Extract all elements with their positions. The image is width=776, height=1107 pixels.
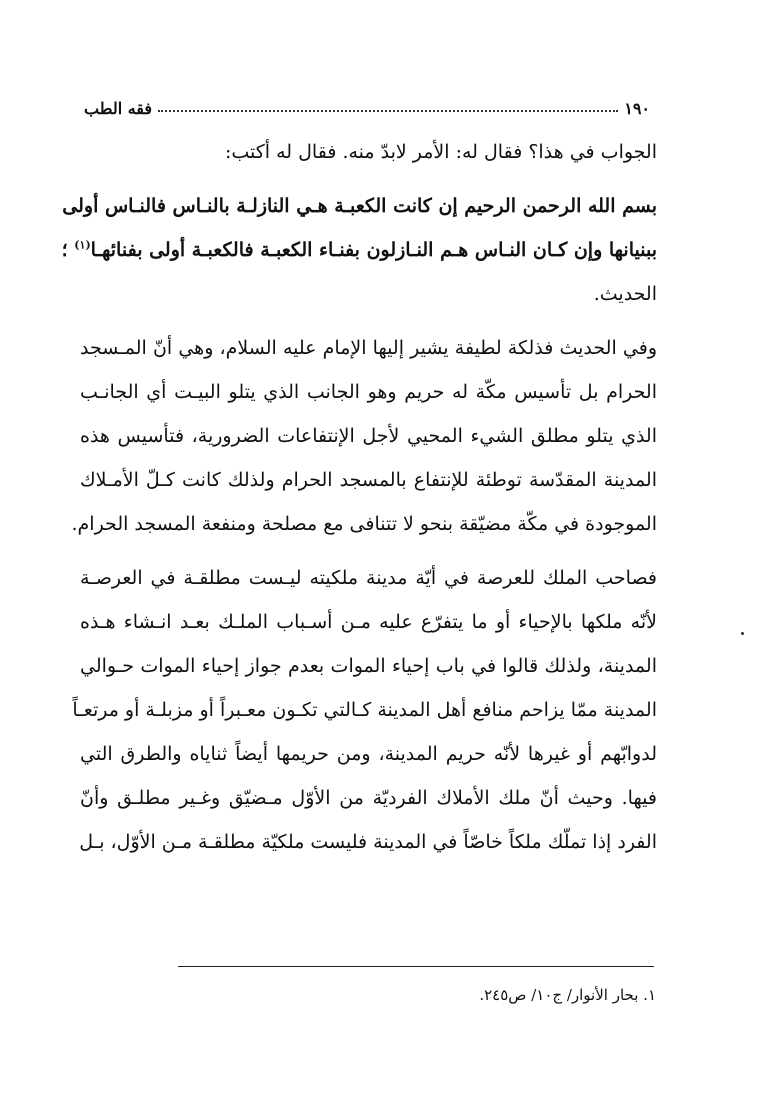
scan-speck (741, 632, 744, 635)
line-text: ببنيانها وإن كـان النـاس هـم النـازلون بفنـاء الكعبـة فالكعبـة أولى بفنائهـا (90, 239, 657, 261)
text-line: لدوابّهم أو غيرها لأنّه حريم المدينة، ومن حريمها أيضاً ثناياه والطرق التي (80, 743, 657, 765)
footnote-marker[interactable]: (١) (74, 238, 91, 252)
main-text (61, 130, 657, 864)
text-line: الذي يتلو مطلق الشيء المحيي لأجل الإنتفاعات الضرورية، فتأسيس هذه (80, 425, 657, 447)
page-number: ١٩٠ (624, 99, 650, 118)
text-line: الحديث. (593, 283, 657, 305)
trailing-punct: ؛ (61, 239, 75, 261)
text-line: فصاحب الملك للعرصة في أيّة مدينة ملكيته ليـست مطلقـة في العرصـة (80, 567, 657, 589)
text-line: الموجودة في مكّة مضيّقة بنحو لا تتنافى مع مصلحة ومنفعة المسجد الحرام. (71, 513, 657, 535)
text-line: الفرد إذا تملّك ملكاً خاصّاً في المدينة فليست ملكيّة مطلقـة مـن الأوّل، بـل (79, 831, 657, 853)
page-header (84, 92, 650, 118)
text-line: وفي الحديث فذلكة لطيفة يشير إليها الإمام عليه السلام، وهي أنّ المـسجد (80, 337, 657, 359)
running-title: فقه الطب (84, 99, 153, 118)
footnote-separator (178, 966, 654, 967)
text-line: المدينة المقدّسة توطئة للإنتفاع بالمسجد الحرام ولذلك كانت كـلّ الأمـلاك (80, 469, 657, 491)
text-line: الحرام بل تأسيس مكّة له حريم وهو الجانب الذي يتلو البيـت أي الجانـب (80, 381, 657, 403)
text-line-with-footnote (61, 228, 657, 272)
text-line: الجواب في هذا؟ فقال له: الأمر لابدّ منه. فقال له أكتب: (224, 141, 657, 163)
text-line: فيها. وحيث أنّ ملك الأملاك الفرديّة من الأوّل مـضيّق وغـير مطلـق وأنّ (80, 787, 657, 809)
text-line: بسم الله الرحمن الرحيم إن كانت الكعبـة هـي النازلـة بالنـاس فالنـاس أولى (62, 195, 657, 217)
text-line: المدينة، ولذلك قالوا في باب إحياء الموات بعدم جواز إحياء الموات حـوالي (80, 655, 657, 677)
header-leader-dots (158, 110, 618, 112)
footnote: ١. بحار الأنوار/ ج١٠/ ص٢٤٥. (479, 986, 656, 1004)
text-line: لأنّه ملكها بالإحياء أو ما يتفرّع عليه مـن أسـباب الملـك بعـد انـشاء هـذه (80, 611, 657, 633)
text-line: المدينة ممّا يزاحم منافع أهل المدينة كـالتي تكـون معـبراً أو مزبلـة أو مرتعـاً (72, 699, 657, 721)
